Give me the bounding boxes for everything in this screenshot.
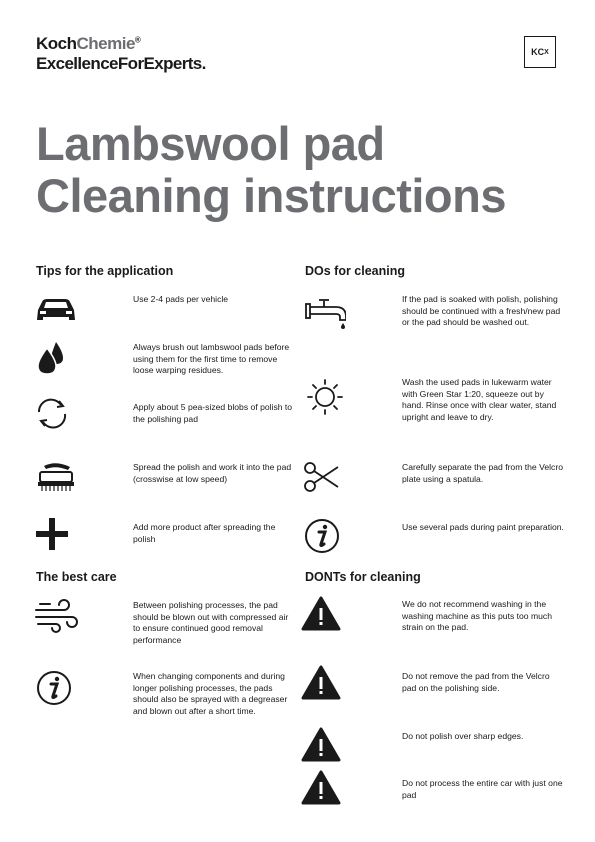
care-text-2: When changing components and during longer polishing processes, the pads should also be sprayed with a degreaser and blown out after a short time. (133, 671, 288, 716)
brand-tagline: ExcellenceForExperts. (36, 54, 206, 73)
tip-text-5: Add more product after spreading the polish (133, 522, 276, 544)
warning-icon (299, 596, 343, 632)
tip-text-2: Always brush out lambswool pads before using them for the first time to remove loose warping residues. (133, 342, 290, 376)
kcx-logo: KC X (524, 36, 556, 68)
warning-icon (299, 665, 343, 701)
wind-icon (34, 598, 78, 634)
tip-text-3: Apply about 5 pea-sized blobs of polish to the polishing pad (133, 402, 293, 424)
do-text-4: Use several pads during paint preparation. (402, 522, 564, 532)
car-icon (34, 290, 78, 326)
care-heading: The best care (36, 570, 117, 584)
page-title-line1: Lambswool pad (36, 117, 385, 170)
dont-text-4: Do not process the entire car with just one pad (402, 778, 563, 800)
do-text-2: Wash the used pads in lukewarm water with Green Star 1:20, squeeze out by hand. Rinse once with clear water, stand upright and leave to dry. (402, 377, 557, 422)
donts-heading: DONTs for cleaning (305, 570, 421, 584)
drops-icon (32, 340, 76, 376)
dont-text-2: Do not remove the pad from the Velcro pad on the polishing side. (402, 671, 550, 693)
do-text-3: Carefully separate the pad from the Velcro plate using a spatula. (402, 462, 563, 484)
page-title-line2: Cleaning instructions (36, 169, 506, 222)
faucet-icon (302, 296, 346, 332)
do-text-1: If the pad is soaked with polish, polishing should be continued with a fresh/new pad or the pad should be washed out. (402, 294, 561, 328)
info-icon (300, 518, 344, 554)
dos-heading: DOs for cleaning (305, 264, 406, 278)
dont-text-1: We do not recommend washing in the washing machine as this puts too much strain on the pad. (402, 599, 552, 633)
warning-icon (299, 770, 343, 806)
polisher-icon (34, 458, 78, 494)
refresh-icon (30, 395, 74, 431)
tip-text-4: Spread the polish and work it into the pad (crosswise at low speed) (133, 462, 292, 484)
info-icon (32, 670, 76, 706)
sun-icon (303, 379, 347, 415)
warning-icon (299, 727, 343, 763)
brand-name: KochChemie® (36, 34, 141, 53)
scissors-icon (302, 459, 346, 495)
dont-text-3: Do not polish over sharp edges. (402, 731, 524, 741)
tips-heading: Tips for the application (36, 264, 174, 278)
tip-text-1: Use 2-4 pads per vehicle (133, 294, 229, 304)
care-text-1: Between polishing processes, the pad should be blown out with compressed air to ensure continued good removal performance (133, 600, 289, 645)
plus-icon (30, 516, 74, 552)
